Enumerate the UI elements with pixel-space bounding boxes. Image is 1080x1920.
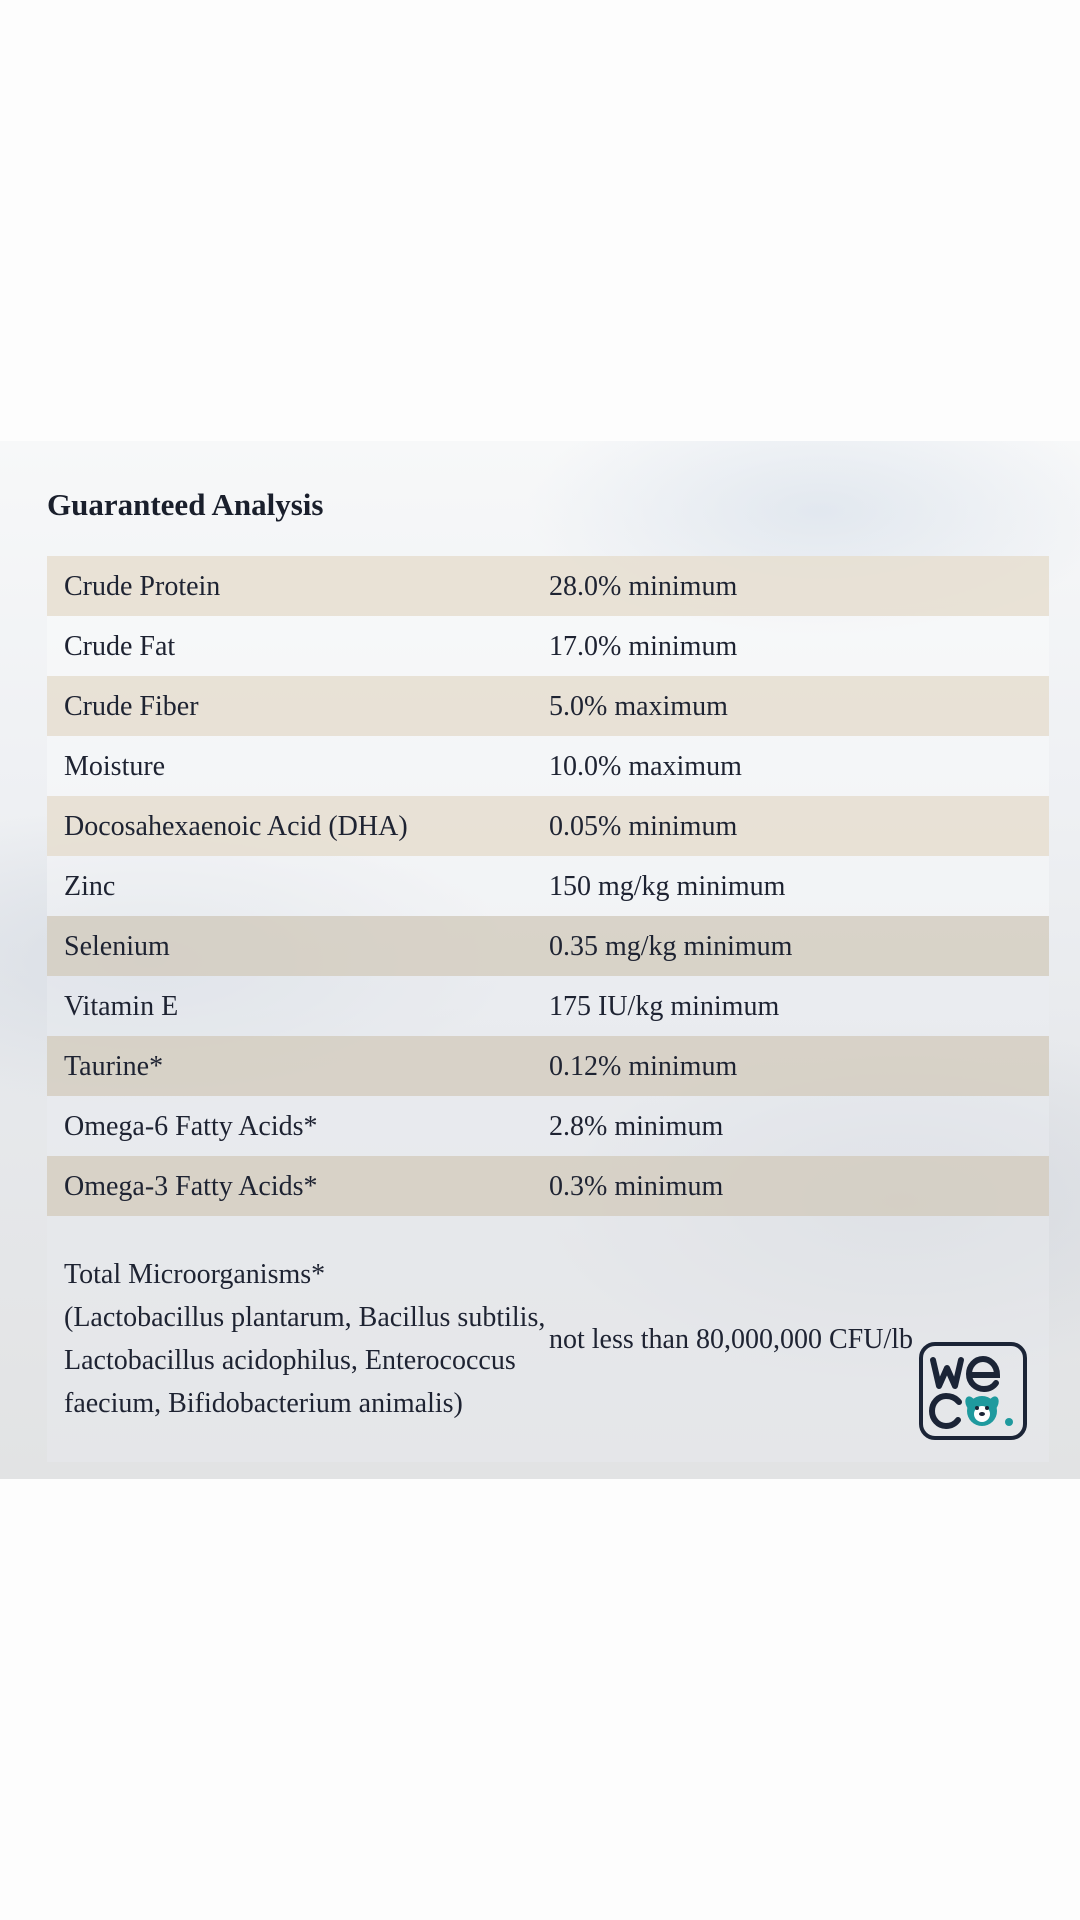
table-row <box>47 736 1049 796</box>
microorganisms-strains: (Lactobacillus plantarum, Bacillus subtilis, Lactobacillus acidophilus, Enterococcus faecium, Bifidobacterium animalis) <box>64 1302 546 1419</box>
nutrient-value: 175 IU/kg minimum <box>549 990 780 1022</box>
nutrient-name: Selenium <box>64 930 170 962</box>
analysis-table <box>47 556 1049 1462</box>
nutrient-name: Docosahexaenoic Acid (DHA) <box>64 810 408 842</box>
nutrient-name: Omega-6 Fatty Acids* <box>64 1110 318 1142</box>
nutrient-name: Crude Fat <box>64 630 176 662</box>
nutrient-name <box>47 1253 549 1425</box>
nutrient-name: Crude Fiber <box>64 690 199 722</box>
table-row <box>47 916 1049 976</box>
table-row-microorganisms <box>47 1216 1049 1462</box>
table-row <box>47 1096 1049 1156</box>
table-row <box>47 556 1049 616</box>
table-row <box>47 616 1049 676</box>
microorganisms-title: Total Microorganisms* <box>64 1259 326 1290</box>
nutrient-value: 0.05% minimum <box>549 810 738 842</box>
nutrient-name: Zinc <box>64 870 116 902</box>
nutrient-value: 17.0% minimum <box>549 630 738 662</box>
nutrient-name: Omega-3 Fatty Acids* <box>64 1170 318 1202</box>
table-row <box>47 1156 1049 1216</box>
nutrient-name: Taurine* <box>64 1050 164 1082</box>
table-row <box>47 676 1049 736</box>
nutrient-value: not less than 80,000,000 CFU/lb <box>549 1323 914 1355</box>
table-row <box>47 1036 1049 1096</box>
nutrient-value: 150 mg/kg minimum <box>549 870 786 902</box>
guaranteed-analysis-panel <box>0 441 1080 1479</box>
nutrient-value: 0.35 mg/kg minimum <box>549 930 793 962</box>
nutrient-value: 5.0% maximum <box>549 690 728 722</box>
nutrient-value: 28.0% minimum <box>549 570 738 602</box>
nutrient-value: 2.8% minimum <box>549 1110 724 1142</box>
table-row <box>47 796 1049 856</box>
nutrient-value: 10.0% maximum <box>549 750 742 782</box>
nutrient-value: 0.3% minimum <box>549 1170 724 1202</box>
weco-logo <box>919 1342 1027 1440</box>
nutrient-name: Vitamin E <box>64 990 179 1022</box>
nutrient-name: Moisture <box>64 750 166 782</box>
section-title: Guaranteed Analysis <box>47 487 324 522</box>
dog-face-icon <box>963 1395 1001 1426</box>
nutrient-name: Crude Protein <box>64 570 221 602</box>
table-row <box>47 856 1049 916</box>
table-row <box>47 976 1049 1036</box>
nutrient-value: 0.12% minimum <box>549 1050 738 1082</box>
